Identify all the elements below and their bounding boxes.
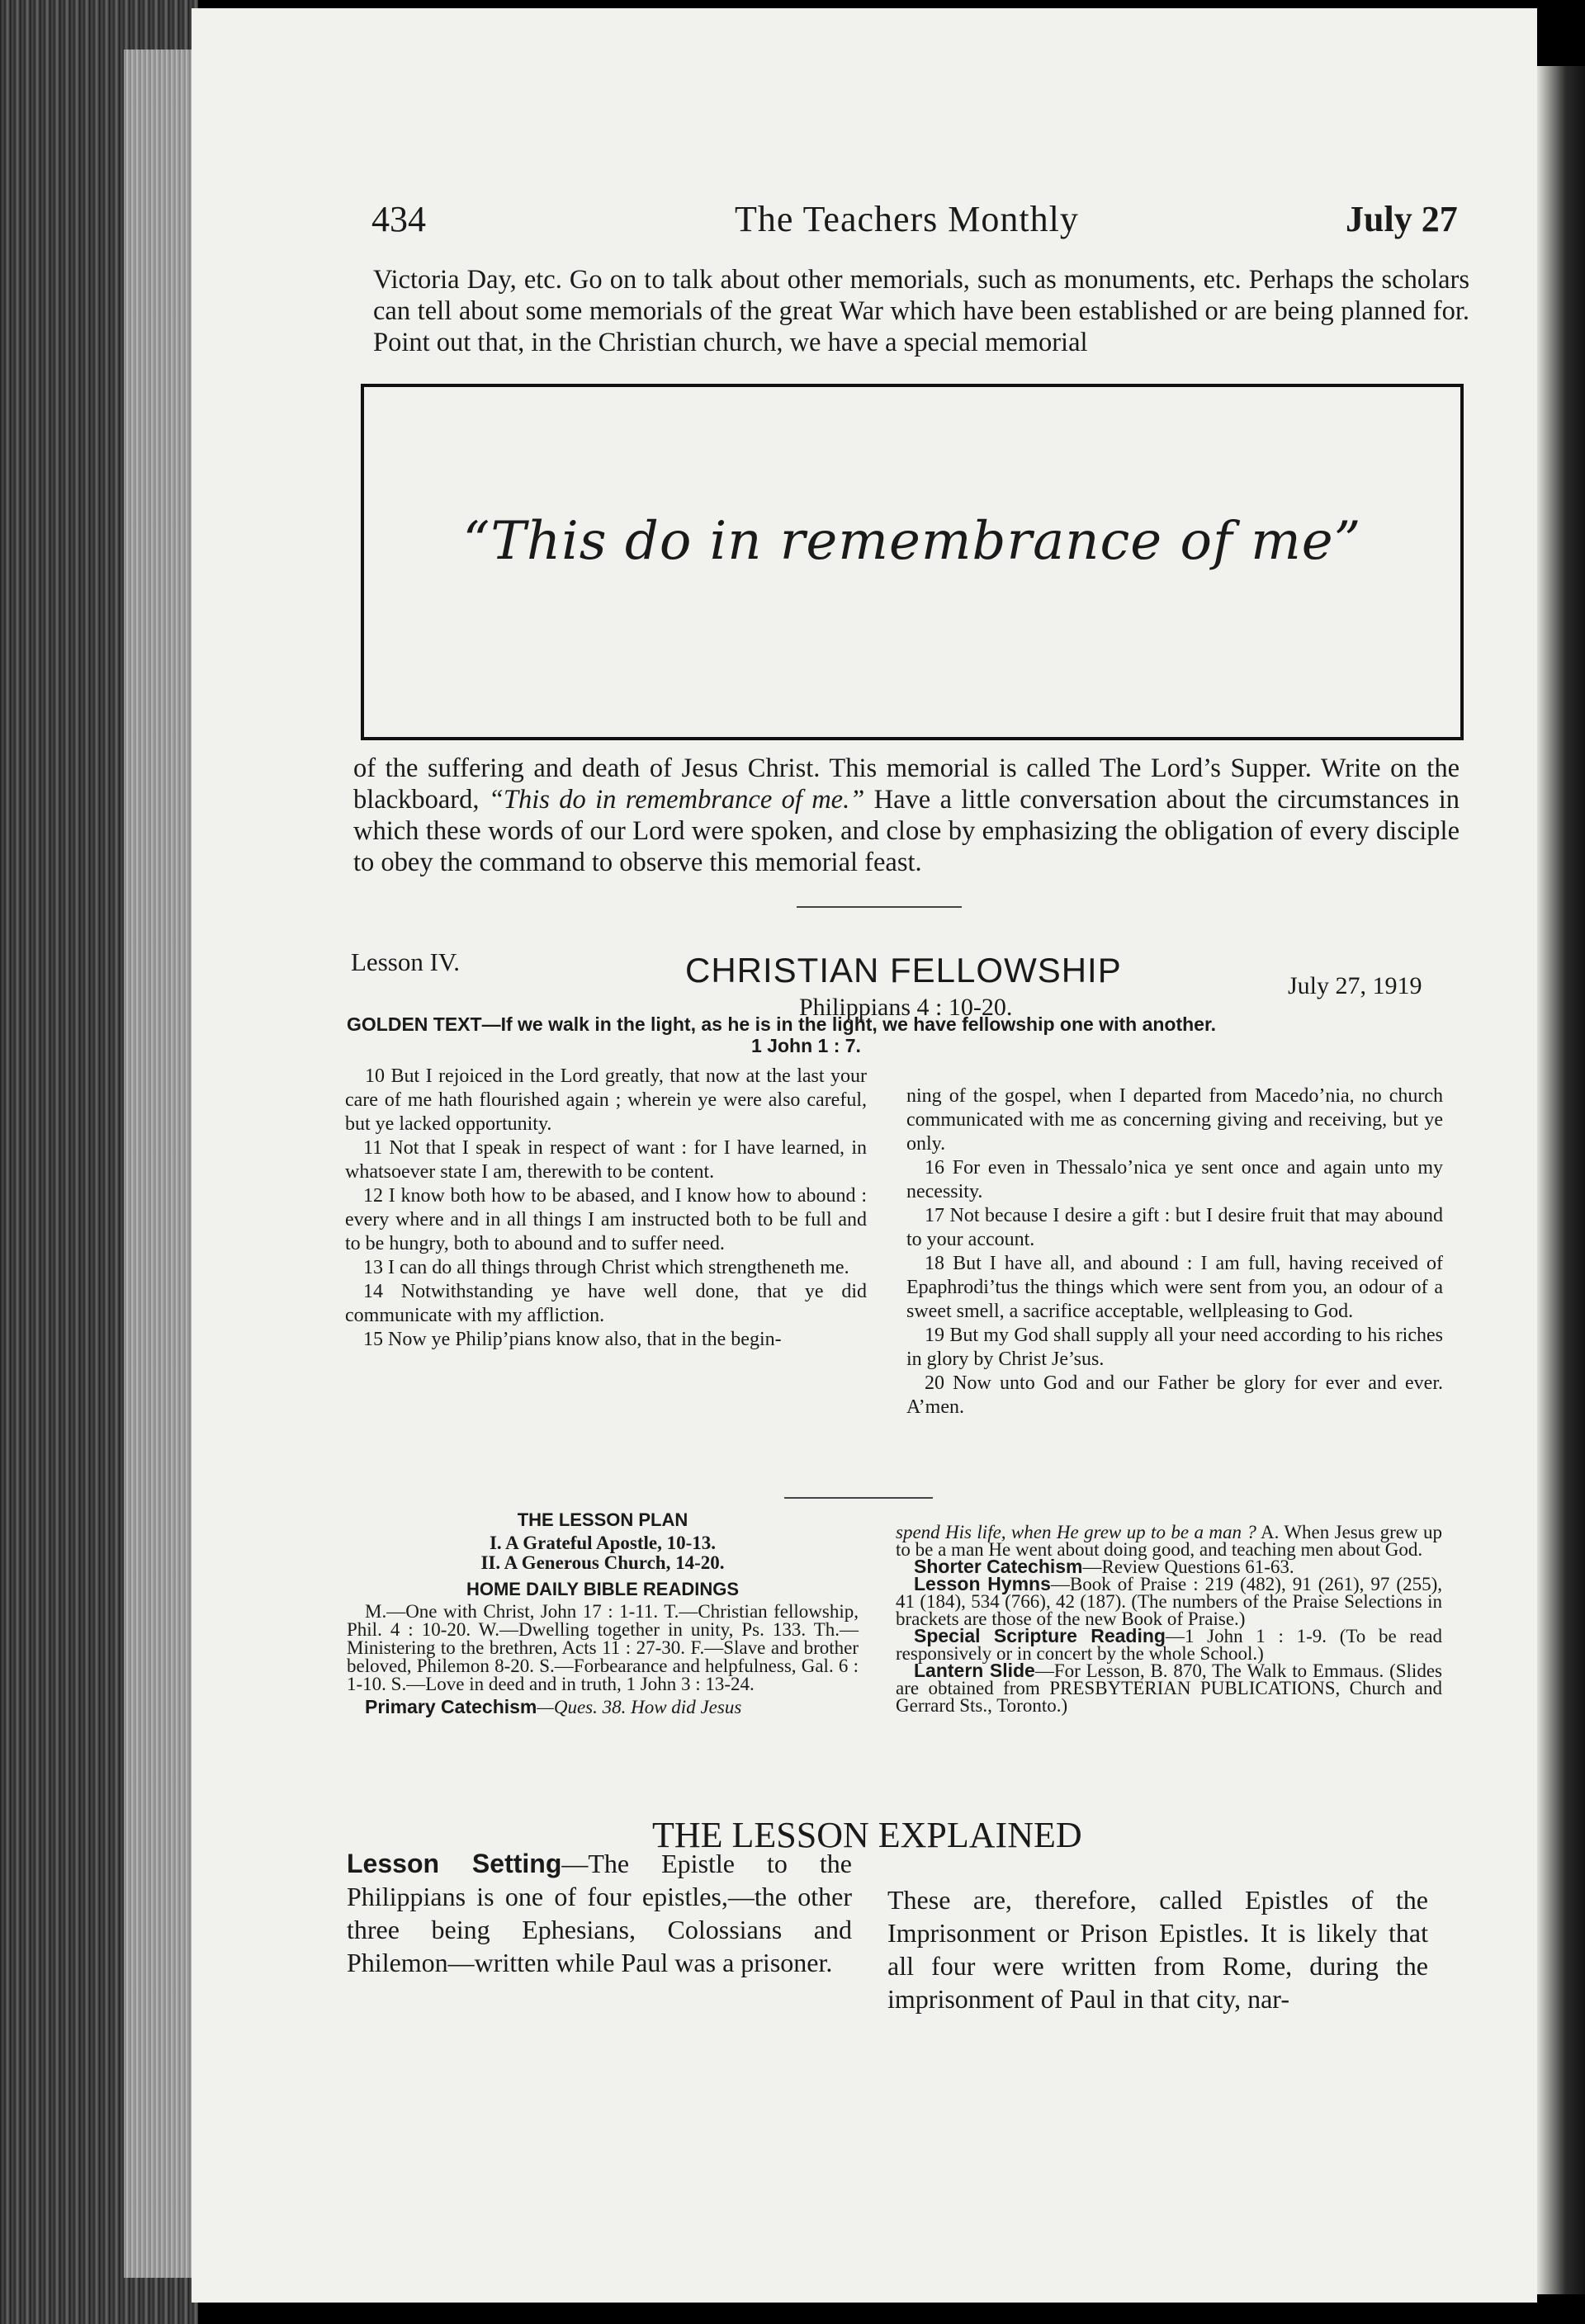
primary-catechism-question-cont: spend His life, when He grew up to be a man ? bbox=[896, 1522, 1256, 1542]
memorial-quote-inline: “This do in remembrance of me.” bbox=[488, 785, 865, 815]
explained-heading-text: THE LESSON EXPLAINED bbox=[652, 1815, 1082, 1855]
intro-paragraph bbox=[373, 264, 1469, 358]
intro-text: Victoria Day, etc. Go on to talk about other memorials, such as monuments, etc. Perhaps the scholars can tell about some memorials of the great War which have been established or are being planned for. Point out that, in the Christian church, we have a special memorial bbox=[373, 265, 1469, 357]
lesson-hymns bbox=[896, 1575, 1442, 1627]
verse: 11 Not that I speak in respect of want : for I have learned, in whatsoever state I am, therewith to be content. bbox=[345, 1137, 867, 1183]
lesson-plan-item: II. A Generous Church, 14-20. bbox=[480, 1552, 725, 1573]
verse: 15 Now ye Philip’pians know also, that in the begin- bbox=[363, 1329, 782, 1350]
primary-catechism-continued bbox=[896, 1523, 1442, 1558]
lesson-plan-item: I. A Grateful Apostle, 10-13. bbox=[489, 1533, 717, 1553]
lesson-hymns-label: Lesson Hymns bbox=[914, 1573, 1051, 1594]
lesson-title: CHRISTIAN FELLOWSHIP bbox=[685, 951, 1122, 990]
verse: 14 Notwithstanding ye have well done, that ye did communicate with my affliction. bbox=[345, 1281, 867, 1326]
shorter-catechism-label: Shorter Catechism bbox=[914, 1556, 1083, 1577]
lesson-plan-block bbox=[347, 1510, 859, 1717]
golden-text-label: GOLDEN TEXT bbox=[347, 1013, 482, 1035]
page-number: 434 bbox=[371, 199, 426, 239]
special-reading-label: Special Scripture Reading bbox=[914, 1625, 1166, 1646]
memorial-paragraph bbox=[353, 753, 1460, 878]
verse: 19 But my God shall supply all your need according to his riches in glory by Christ Je’sus. bbox=[906, 1325, 1443, 1370]
verse: 13 I can do all things through Christ which strengtheneth me. bbox=[363, 1257, 849, 1278]
lesson-setting-label: Lesson Setting bbox=[347, 1849, 562, 1878]
lesson-hymns-text: —Book of Praise : 219 (482), 91 (261), 97 (255), 41 (184), 534 (766), 42 (187). (The numbers of the Praise Selections in brackets are those of the new Book of Praise.) bbox=[896, 1574, 1442, 1629]
verse: ning of the gospel, when I departed from Macedo’nia, no church communicated with me as concerning giving and receiving, but ye only. bbox=[906, 1085, 1443, 1155]
memorial-text bbox=[353, 753, 1460, 878]
scripture-right-column bbox=[906, 1084, 1443, 1419]
explained-right-text: These are, therefore, called Epistles of the Imprisonment or Prison Epistles. It is likely that all four were written from Rome, during the imprisonment of Paul in that city, nar- bbox=[887, 1885, 1428, 2014]
explained-right-column bbox=[887, 1883, 1428, 2015]
primary-catechism-question: —Ques. 38. How did Jesus bbox=[537, 1697, 742, 1717]
verse: 17 Not because I desire a gift : but I desire fruit that may abound to your account. bbox=[906, 1205, 1443, 1250]
lesson-date: July 27, 1919 bbox=[1288, 972, 1422, 999]
lesson-number: Lesson IV. bbox=[351, 947, 461, 976]
golden-text bbox=[347, 1013, 1453, 1036]
verse: 18 But I have all, and abound : I am full, having received of Epaphrodi’tus the things which were sent from you, an odour of a sweet smell, a sacrifice acceptable, wellpleasing to God. bbox=[906, 1253, 1443, 1322]
primary-catechism-label: Primary Catechism bbox=[365, 1696, 537, 1717]
divider bbox=[797, 906, 962, 908]
golden-text-body: —If we walk in the light, as he is in the light, we have fellowship one with another. bbox=[481, 1013, 1217, 1035]
primary-catechism-answer: A. When Jesus grew up to be a man He went about doing good, and teaching men about God. bbox=[896, 1522, 1442, 1560]
right-page-edge bbox=[1537, 66, 1585, 2294]
readings-heading: HOME DAILY BIBLE READINGS bbox=[466, 1579, 740, 1599]
notices-block bbox=[896, 1523, 1442, 1714]
lantern-slide-text: —For Lesson, B. 870, The Walk to Emmaus. (Slides are obtained from PRESBYTERIAN PUBLICATIONS, Church and Gerrard Sts., Toronto.) bbox=[896, 1660, 1442, 1716]
divider bbox=[784, 1497, 933, 1499]
readings-text: M.—One with Christ, John 17 : 1-11. T.—Christian fellowship, Phil. 4 : 10-20. W.—Dwelling together in unity, Ps. 133. Th.—Ministering to the brethren, Acts 11 : 27-30. F.—Slave and brother beloved, Philemon 8-20. S.—Forbearance and helpfulness, Gal. 6 : 1-10. S.—Love in deed and in truth, 1 John 3 : 13-24. bbox=[347, 1601, 859, 1694]
verse: 20 Now unto God and our Father be glory for ever and ever. A’men. bbox=[906, 1372, 1443, 1418]
lesson-setting-text: —The Epistle to the Philippians is one of four epistles,—the other three being Ephesians, Colossians and Philemon—written while Paul was a prisoner. bbox=[347, 1849, 853, 1977]
special-reading-text: —1 John 1 : 1-9. (To be read responsively or in concert by the whole School.) bbox=[896, 1626, 1442, 1664]
memorial-text-end: Have a little conversation about the circumstances in which these words of our Lord were spoken, and close by emphasizing the obligation of every disciple to obey the command to observe this memorial feast. bbox=[353, 785, 1460, 877]
lantern-slide bbox=[896, 1662, 1442, 1714]
special-reading bbox=[896, 1627, 1442, 1662]
verse: 12 I know both how to be abased, and I know how to abound : every where and in all things I am instructed both to be full and to be hungry, both to abound and to suffer need. bbox=[345, 1185, 867, 1254]
golden-text-reference: 1 John 1 : 7. bbox=[751, 1035, 861, 1056]
lesson-plan-heading: THE LESSON PLAN bbox=[517, 1509, 688, 1530]
running-title: The Teachers Monthly bbox=[735, 199, 1079, 239]
shorter-catechism-text: —Review Questions 61-63. bbox=[1082, 1556, 1294, 1577]
blackboard-box bbox=[361, 384, 1464, 740]
header-date: July 27 bbox=[1346, 199, 1458, 239]
primary-catechism bbox=[347, 1697, 859, 1717]
lesson-reference: Philippians 4 : 10-20. bbox=[799, 994, 1013, 1021]
page-stack-edge bbox=[124, 50, 198, 2278]
explained-left-column bbox=[347, 1847, 852, 1979]
scripture-left-column bbox=[345, 1065, 867, 1352]
verse: 10 But I rejoiced in the Lord greatly, that now at the last your care of me hath flourished again ; wherein ye were also careful, but ye lacked opportunity. bbox=[345, 1065, 867, 1135]
blackboard-quote: “This do in remembrance of me” bbox=[462, 511, 1362, 572]
lantern-slide-label: Lantern Slide bbox=[914, 1660, 1035, 1681]
memorial-text-start: of the suffering and death of Jesus Christ. This memorial is called The Lord’s Supper. Write on the blackboard, bbox=[353, 753, 1460, 815]
verse: 16 For even in Thessalo’nica ye sent once and again unto my necessity. bbox=[906, 1157, 1443, 1202]
